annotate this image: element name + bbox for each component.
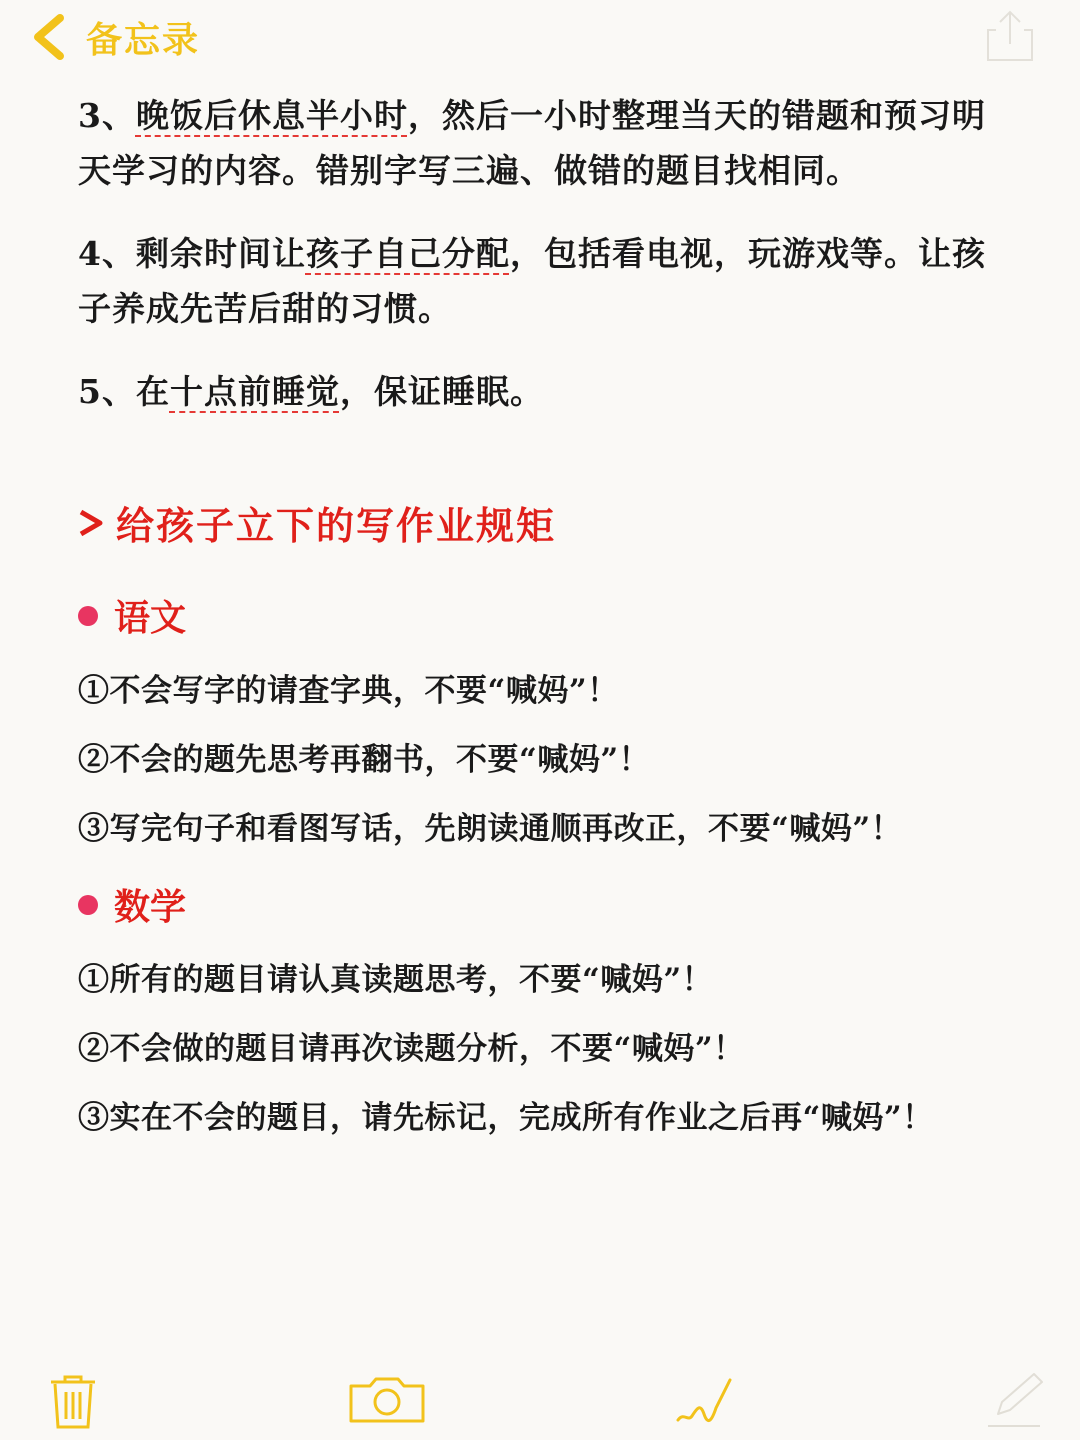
underlined-phrase: 晚饭后休息半小时 [135,96,408,135]
math-heading-text: 数学 [114,886,187,928]
share-button[interactable] [980,8,1040,64]
paragraph-5 [78,364,1008,419]
underlined-phrase: 十点前睡觉 [169,372,340,411]
underlined-phrase: 孩子自己分配 [305,234,510,273]
back-button[interactable] [28,12,200,62]
bullet-icon [78,895,98,915]
rule-item: ③实在不会的题目，请先标记，完成所有作业之后再“喊妈”！ [78,1100,934,1136]
rule-item: ③写完句子和看图写话，先朗读通顺再改正，不要“喊妈”！ [78,811,903,847]
sketch-icon [670,1372,740,1428]
share-icon [980,8,1040,64]
paragraph-prefix: 4、剩余时间让 [78,234,306,273]
bottom-toolbar [0,1360,1080,1440]
paragraph-text: ，保证睡眠。 [339,372,544,411]
delete-button[interactable] [48,1374,98,1430]
math-heading [78,879,1008,930]
rule-item: ②不会做的题目请再次读题分析，不要“喊妈”！ [78,1031,745,1067]
chinese-heading [78,590,1008,641]
camera-button[interactable] [348,1376,426,1424]
paragraph-3 [78,88,1008,198]
chinese-heading-text: 语文 [114,597,187,639]
trash-icon [48,1374,98,1430]
paragraph-prefix: 3、 [78,96,136,135]
paragraph-4 [78,226,1008,336]
paragraph-text: ，然后一小时整理当天的错题和预习明天学习的内容。错别字写三遍、做错的题目找相同。 [78,96,986,190]
camera-icon [348,1376,426,1424]
navigation-bar [0,0,1080,80]
section-title [78,495,1008,550]
paragraph-prefix: 5、在 [78,372,170,411]
bullet-icon [78,606,98,626]
rule-item: ②不会的题先思考再翻书，不要“喊妈”！ [78,742,651,778]
note-body [78,88,1008,1138]
paragraph-text: ，包括看电视，玩游戏等。让孩子养成先苦后甜的习惯。 [78,234,986,328]
chevron-left-icon [28,14,72,60]
compose-button[interactable] [984,1370,1046,1430]
back-label: 备忘录 [86,19,201,61]
compose-icon [984,1370,1046,1430]
arrow-right-icon [78,508,104,538]
sketch-button[interactable] [670,1372,740,1428]
rule-item: ①不会写字的请查字典，不要“喊妈”！ [78,673,619,709]
rule-item: ①所有的题目请认真读题思考，不要“喊妈”！ [78,962,714,998]
section-title-text: 给孩子立下的写作业规矩 [116,503,557,548]
